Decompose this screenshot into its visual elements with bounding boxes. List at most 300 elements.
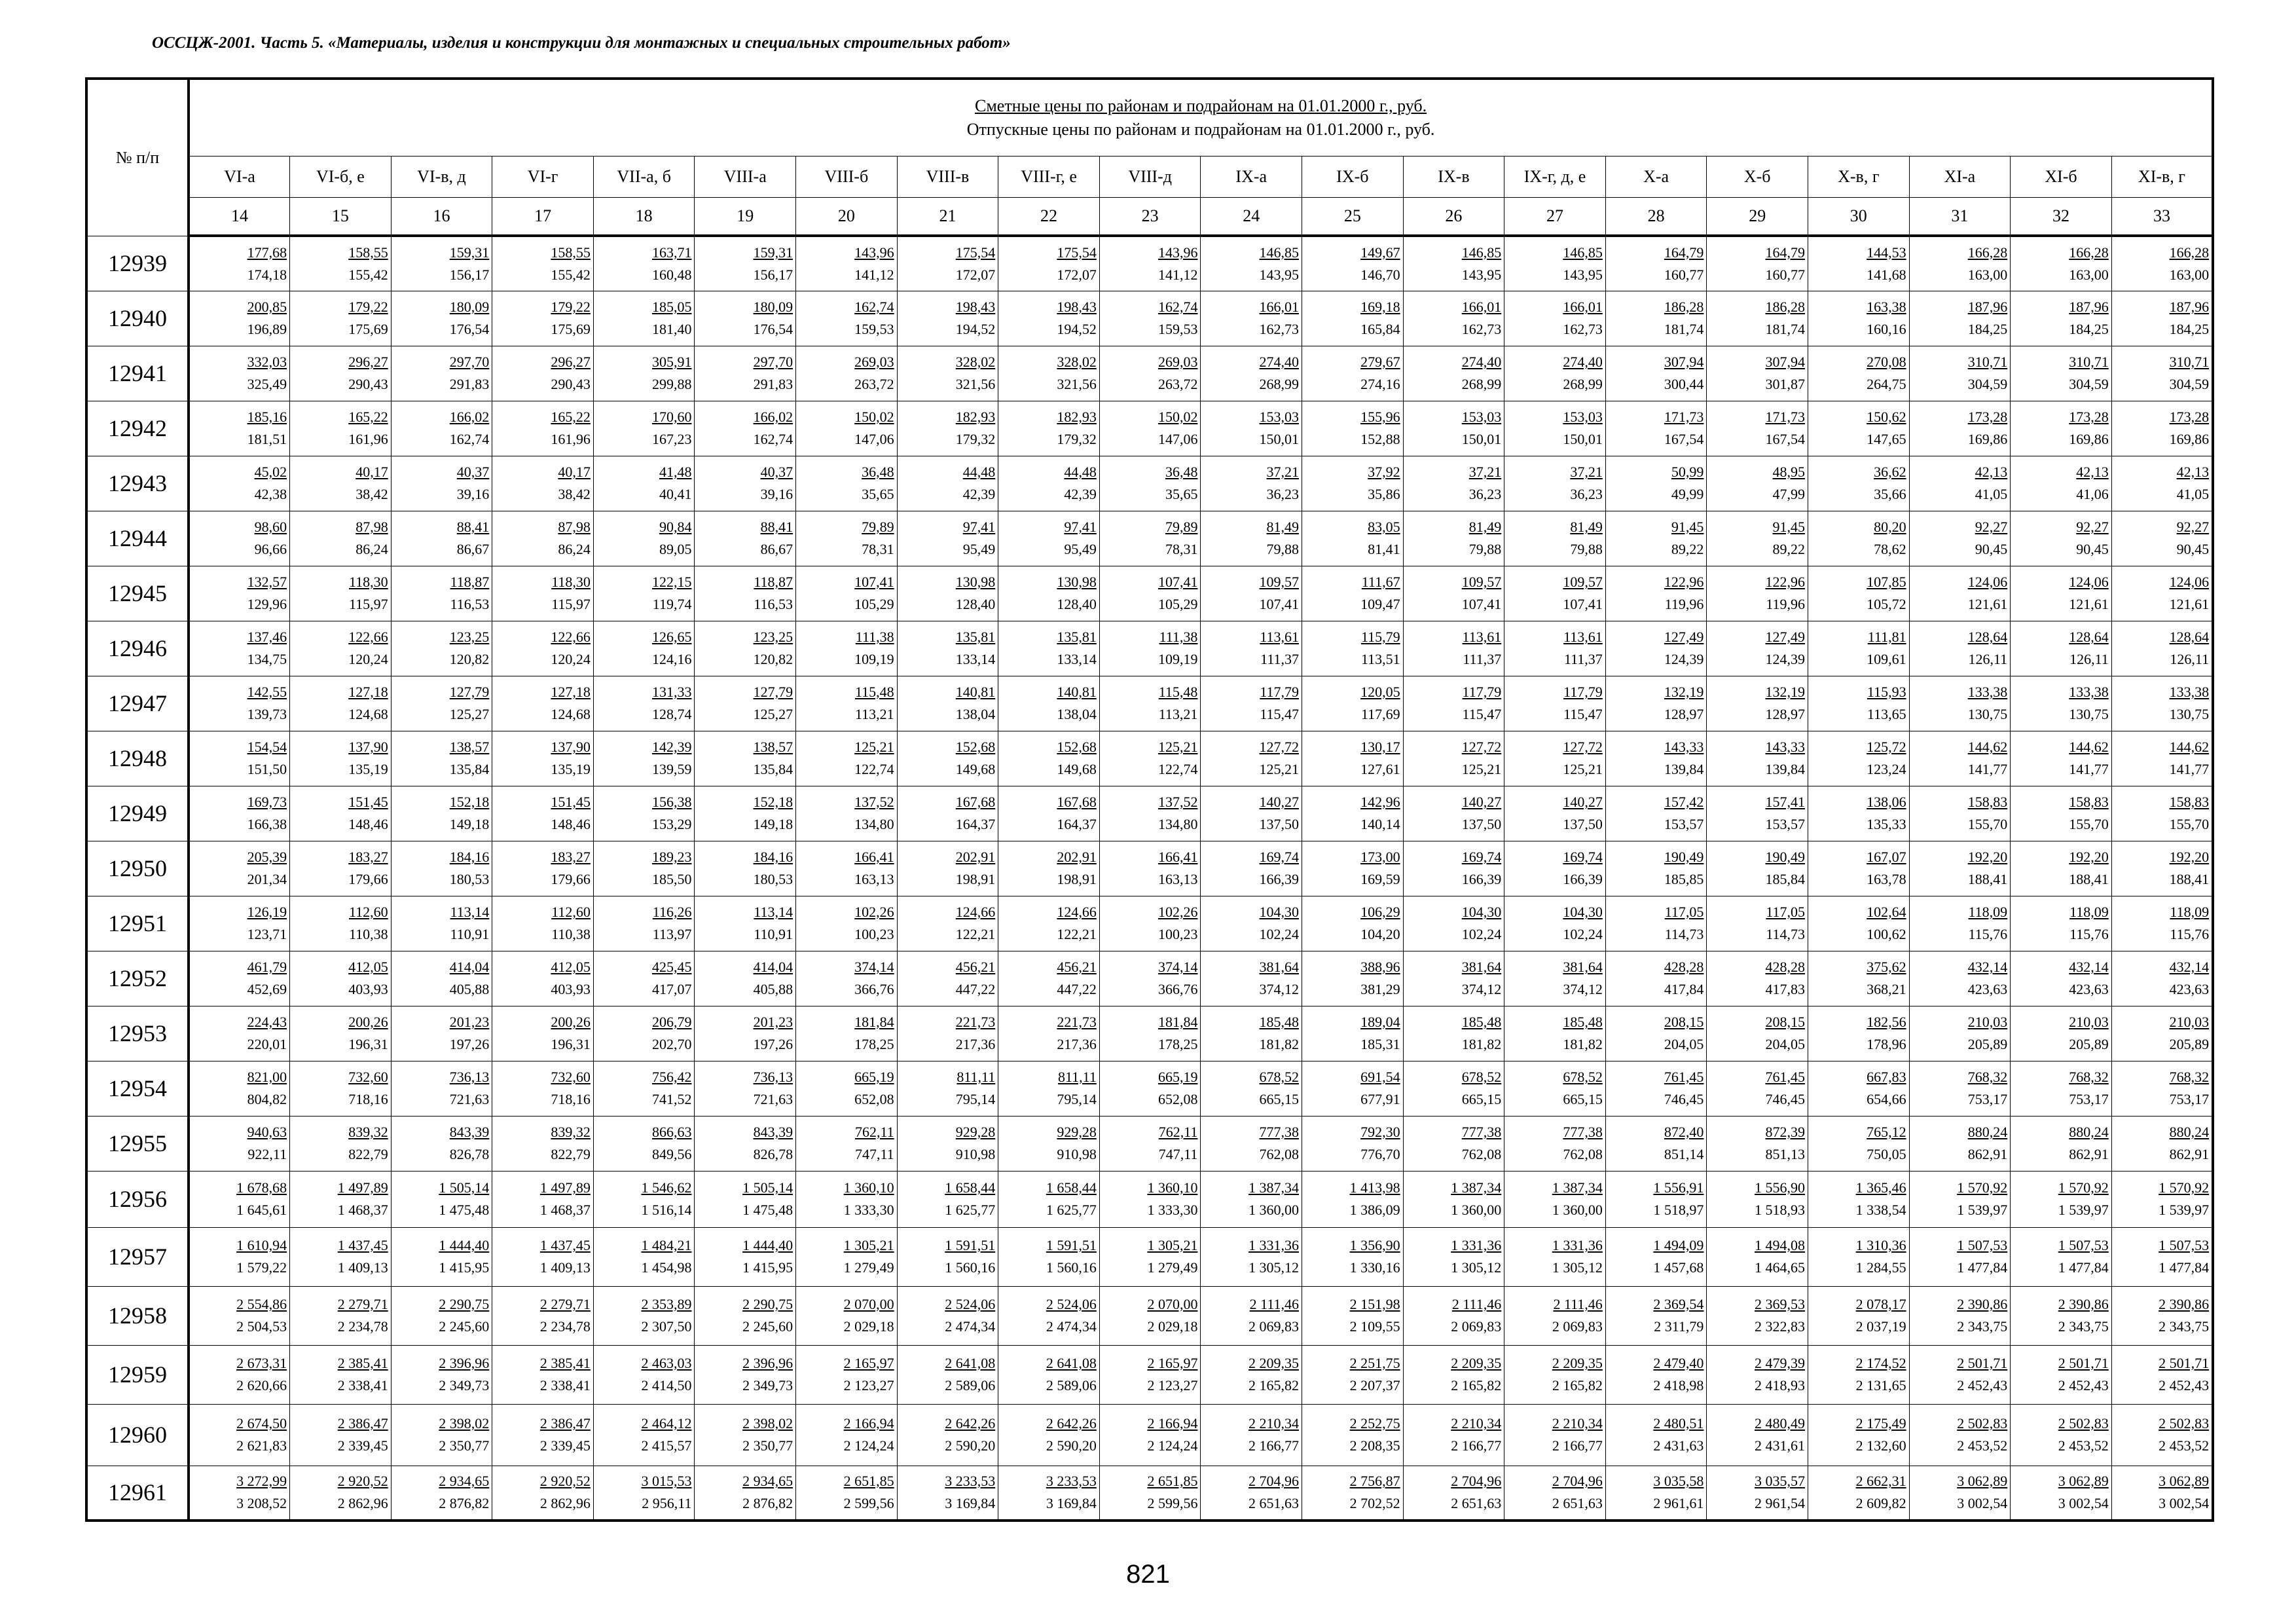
- release-price: 2 590,20: [945, 1437, 996, 1454]
- estimated-price: 104,30: [1461, 904, 1502, 920]
- price-cell: [1808, 346, 1910, 401]
- estimated-price: 171,73: [1664, 409, 1704, 425]
- price-cell: [2111, 1006, 2213, 1061]
- table-row: [86, 731, 2213, 786]
- price-cell: [897, 1404, 998, 1466]
- release-price: 1 305,12: [1248, 1259, 1300, 1276]
- estimated-price: 37,21: [1570, 464, 1603, 480]
- price-cell: [2111, 951, 2213, 1006]
- release-price: 747,11: [854, 1146, 894, 1162]
- estimated-price: 166,01: [1563, 299, 1603, 315]
- price-cell: [391, 1006, 492, 1061]
- release-price: 2 504,53: [236, 1318, 287, 1335]
- table-row: [86, 786, 2213, 841]
- release-price: 176,54: [449, 321, 490, 337]
- price-cell: [1605, 401, 1707, 456]
- estimated-price: 109,57: [1259, 574, 1300, 590]
- price-cell: [695, 731, 796, 786]
- estimated-price: 102,64: [1867, 904, 1906, 920]
- release-price: 149,68: [1057, 761, 1097, 777]
- release-price: 111,37: [1463, 651, 1502, 667]
- estimated-price: 151,45: [348, 794, 388, 810]
- release-price: 198,91: [1057, 871, 1097, 887]
- release-price: 125,21: [1461, 761, 1502, 777]
- price-cell: [1504, 456, 1606, 511]
- release-price: 1 409,13: [337, 1259, 388, 1276]
- price-cell: [391, 291, 492, 346]
- estimated-price: 2 464,12: [641, 1415, 692, 1431]
- estimated-price: 269,03: [1157, 354, 1198, 370]
- price-table: [85, 77, 2214, 1522]
- release-price: 109,61: [1867, 651, 1906, 667]
- release-price: 163,00: [2169, 266, 2210, 283]
- release-price: 1 360,00: [1552, 1202, 1603, 1218]
- price-cell: [796, 1061, 898, 1116]
- release-price: 39,16: [456, 486, 490, 502]
- estimated-price: 2 501,71: [2159, 1355, 2210, 1371]
- item-code: 12957: [86, 1227, 189, 1286]
- price-cell: [1099, 236, 1201, 291]
- price-cell: [1403, 1404, 1504, 1466]
- estimated-price: 762,11: [854, 1124, 894, 1140]
- release-price: 184,25: [2169, 321, 2210, 337]
- release-price: 149,68: [955, 761, 996, 777]
- price-cell: [796, 236, 898, 291]
- estimated-price: 210,03: [2069, 1014, 2109, 1030]
- estimated-price: 175,54: [955, 244, 996, 261]
- estimated-price: 181,84: [1157, 1014, 1198, 1030]
- release-price: 78,31: [862, 541, 894, 557]
- release-price: 447,22: [955, 981, 996, 997]
- region-header: VIII-г, е: [998, 157, 1100, 198]
- release-price: 417,83: [1765, 981, 1805, 997]
- release-price: 127,61: [1360, 761, 1400, 777]
- estimated-price: 122,15: [651, 574, 692, 590]
- release-price: 2 132,60: [1855, 1437, 1906, 1454]
- price-cell: [1403, 1061, 1504, 1116]
- estimated-price: 843,39: [753, 1124, 793, 1140]
- price-cell: [2111, 566, 2213, 621]
- release-price: 762,08: [1259, 1146, 1300, 1162]
- release-price: 1 330,16: [1349, 1259, 1400, 1276]
- price-cell: [391, 731, 492, 786]
- estimated-price: 185,16: [247, 409, 287, 425]
- estimated-price: 2 524,06: [945, 1296, 996, 1312]
- release-price: 1 305,12: [1552, 1259, 1603, 1276]
- column-number: 26: [1403, 198, 1504, 236]
- price-cell: [1707, 1116, 1808, 1171]
- release-price: 122,21: [1057, 926, 1097, 942]
- price-cell: [2011, 621, 2112, 676]
- price-cell: [998, 1227, 1100, 1286]
- price-cell: [1302, 676, 1404, 731]
- price-cell: [1808, 236, 1910, 291]
- estimated-price: 2 501,71: [2058, 1355, 2109, 1371]
- release-price: 851,13: [1765, 1146, 1805, 1162]
- price-cell: [1504, 401, 1606, 456]
- release-price: 100,62: [1867, 926, 1906, 942]
- running-title: ОССЦЖ-2001. Часть 5. «Материалы, изделия и конструкции для монтажных и специальных строительных работ»: [152, 34, 1011, 52]
- release-price: 2 956,11: [642, 1495, 692, 1512]
- estimated-price: 118,87: [450, 574, 490, 590]
- release-price: 264,75: [1867, 376, 1906, 392]
- price-cell: [1605, 456, 1707, 511]
- price-cell: [1504, 346, 1606, 401]
- estimated-price: 2 369,54: [1653, 1296, 1704, 1312]
- price-cell: [897, 236, 998, 291]
- release-price: 2 350,77: [742, 1437, 793, 1454]
- release-price: 169,86: [2169, 431, 2210, 447]
- price-cell: [593, 896, 695, 951]
- price-cell: [391, 566, 492, 621]
- release-price: 381,29: [1360, 981, 1400, 997]
- estimated-price: 839,32: [551, 1124, 591, 1140]
- estimated-price: 131,33: [651, 684, 692, 700]
- price-cell: [695, 291, 796, 346]
- price-cell: [998, 1404, 1100, 1466]
- price-cell: [1909, 1061, 2011, 1116]
- release-price: 2 207,37: [1349, 1377, 1400, 1393]
- estimated-price: 138,06: [1867, 794, 1906, 810]
- estimated-price: 153,03: [1259, 409, 1300, 425]
- price-cell: [1605, 1286, 1707, 1345]
- release-price: 1 409,13: [539, 1259, 591, 1276]
- estimated-price: 2 151,98: [1349, 1296, 1400, 1312]
- price-cell: [1302, 1466, 1404, 1521]
- release-price: 110,38: [349, 926, 388, 942]
- estimated-price: 41,48: [659, 464, 692, 480]
- estimated-price: 118,30: [349, 574, 388, 590]
- estimated-price: 107,41: [854, 574, 894, 590]
- estimated-price: 2 642,26: [1046, 1415, 1097, 1431]
- price-cell: [1707, 401, 1808, 456]
- release-price: 2 234,78: [337, 1318, 388, 1335]
- release-price: 107,41: [1259, 596, 1300, 612]
- price-cell: [2111, 236, 2213, 291]
- release-price: 2 311,79: [1654, 1318, 1704, 1335]
- estimated-price: 2 070,00: [1147, 1296, 1198, 1312]
- price-cell: [796, 1286, 898, 1345]
- price-cell: [1707, 786, 1808, 841]
- release-price: 130,75: [2169, 706, 2210, 722]
- price-cell: [796, 841, 898, 896]
- price-cell: [1099, 1345, 1201, 1404]
- estimated-price: 87,98: [558, 519, 591, 535]
- release-price: 155,70: [2169, 816, 2210, 832]
- release-price: 134,80: [854, 816, 894, 832]
- release-price: 38,42: [355, 486, 388, 502]
- release-price: 268,99: [1259, 376, 1300, 392]
- estimated-price: 189,23: [651, 849, 692, 865]
- price-cell: [189, 896, 290, 951]
- release-price: 150,01: [1259, 431, 1300, 447]
- release-price: 217,36: [955, 1036, 996, 1052]
- estimated-price: 2 279,71: [337, 1296, 388, 1312]
- release-price: 122,74: [1157, 761, 1198, 777]
- estimated-price: 3 035,57: [1755, 1473, 1805, 1490]
- price-cell: [1403, 291, 1504, 346]
- estimated-price: 137,90: [551, 739, 591, 755]
- price-cell: [1707, 841, 1808, 896]
- price-cell: [391, 1466, 492, 1521]
- release-price: 1 475,48: [742, 1202, 793, 1218]
- release-price: 2 343,75: [1957, 1318, 2008, 1335]
- price-cell: [189, 1345, 290, 1404]
- item-code: 12956: [86, 1171, 189, 1227]
- price-cell: [189, 621, 290, 676]
- estimated-price: 843,39: [449, 1124, 490, 1140]
- release-price: 143,95: [1563, 266, 1603, 283]
- column-number-row: [86, 198, 2213, 236]
- price-cell: [1403, 841, 1504, 896]
- release-price: 110,38: [551, 926, 591, 942]
- price-cell: [593, 511, 695, 566]
- release-price: 204,05: [1765, 1036, 1805, 1052]
- table-row: [86, 1227, 2213, 1286]
- item-code: 12950: [86, 841, 189, 896]
- price-cell: [290, 1116, 392, 1171]
- price-cell: [1605, 1116, 1707, 1171]
- release-price: 2 589,06: [1046, 1377, 1097, 1393]
- estimated-price: 1 505,14: [742, 1179, 793, 1196]
- estimated-price: 2 651,85: [1147, 1473, 1198, 1490]
- release-price: 2 651,63: [1248, 1495, 1300, 1512]
- price-cell: [998, 1061, 1100, 1116]
- estimated-price: 205,39: [247, 849, 287, 865]
- estimated-price: 169,74: [1259, 849, 1300, 865]
- release-price: 125,27: [449, 706, 490, 722]
- column-number: 22: [998, 198, 1100, 236]
- estimated-price: 135,81: [955, 629, 996, 645]
- release-price: 139,59: [651, 761, 692, 777]
- release-price: 2 452,43: [2159, 1377, 2210, 1393]
- estimated-price: 137,52: [854, 794, 894, 810]
- release-price: 117,69: [1360, 706, 1400, 722]
- price-cell: [998, 1116, 1100, 1171]
- price-cell: [695, 1404, 796, 1466]
- price-cell: [1504, 676, 1606, 731]
- release-price: 300,44: [1664, 376, 1704, 392]
- release-price: 79,88: [1570, 541, 1603, 557]
- price-cell: [695, 951, 796, 1006]
- estimated-price: 133,38: [1967, 684, 2008, 700]
- price-cell: [2111, 1404, 2213, 1466]
- release-price: 447,22: [1057, 981, 1097, 997]
- price-cell: [897, 566, 998, 621]
- estimated-price: 224,43: [247, 1014, 287, 1030]
- release-price: 110,91: [450, 926, 490, 942]
- release-price: 196,31: [551, 1036, 591, 1052]
- estimated-price: 184,16: [753, 849, 793, 865]
- row-number-header: № п/п: [86, 79, 189, 236]
- item-code: 12941: [86, 346, 189, 401]
- estimated-price: 117,79: [1462, 684, 1502, 700]
- item-code: 12960: [86, 1404, 189, 1466]
- release-price: 159,53: [854, 321, 894, 337]
- price-cell: [1201, 1227, 1302, 1286]
- estimated-price: 2 554,86: [236, 1296, 287, 1312]
- price-cell: [1909, 236, 2011, 291]
- price-cell: [391, 401, 492, 456]
- release-price: 3 169,84: [1046, 1495, 1097, 1512]
- release-price: 180,53: [753, 871, 793, 887]
- release-price: 1 625,77: [1046, 1202, 1097, 1218]
- release-price: 1 468,37: [337, 1202, 388, 1218]
- release-price: 181,74: [1765, 321, 1805, 337]
- release-price: 86,67: [456, 541, 490, 557]
- price-cell: [2011, 456, 2112, 511]
- price-cell: [189, 1286, 290, 1345]
- price-cell: [1302, 346, 1404, 401]
- region-header: IX-в: [1403, 157, 1504, 198]
- item-code: 12959: [86, 1345, 189, 1404]
- estimated-price: 150,02: [854, 409, 894, 425]
- estimated-price: 169,73: [247, 794, 287, 810]
- price-cell: [1403, 786, 1504, 841]
- price-cell: [1909, 731, 2011, 786]
- estimated-price: 872,39: [1765, 1124, 1805, 1140]
- estimated-price: 45,02: [254, 464, 287, 480]
- price-cell: [998, 1006, 1100, 1061]
- price-cell: [1099, 786, 1201, 841]
- estimated-price: 138,57: [449, 739, 490, 755]
- release-price: 163,00: [1967, 266, 2008, 283]
- release-price: 179,66: [551, 871, 591, 887]
- estimated-price: 432,14: [2069, 959, 2109, 975]
- release-price: 2 343,75: [2159, 1318, 2210, 1335]
- estimated-price: 146,85: [1259, 244, 1300, 261]
- estimated-price: 142,96: [1360, 794, 1400, 810]
- price-cell: [593, 1006, 695, 1061]
- estimated-price: 44,48: [962, 464, 996, 480]
- release-price: 167,54: [1765, 431, 1805, 447]
- column-number: 18: [593, 198, 695, 236]
- release-price: 120,24: [348, 651, 388, 667]
- price-cell: [2111, 621, 2213, 676]
- estimated-price: 123,25: [449, 629, 490, 645]
- release-price: 40,41: [659, 486, 692, 502]
- estimated-price: 2 502,83: [2058, 1415, 2109, 1431]
- estimated-price: 192,20: [1967, 849, 2008, 865]
- release-price: 185,84: [1765, 871, 1805, 887]
- release-price: 290,43: [348, 376, 388, 392]
- price-cell: [2111, 456, 2213, 511]
- release-price: 160,48: [651, 266, 692, 283]
- estimated-price: 274,40: [1563, 354, 1603, 370]
- release-price: 3 169,84: [945, 1495, 996, 1512]
- price-cell: [897, 621, 998, 676]
- price-cell: [492, 1006, 594, 1061]
- price-cell: [1504, 1171, 1606, 1227]
- price-cell: [1707, 566, 1808, 621]
- price-cell: [2011, 1286, 2112, 1345]
- estimated-price: 92,27: [1975, 519, 2008, 535]
- estimated-price: 146,85: [1563, 244, 1603, 261]
- page-number: 821: [1126, 1560, 1170, 1589]
- estimated-price: 221,73: [955, 1014, 996, 1030]
- release-price: 119,74: [652, 596, 692, 612]
- release-price: 374,12: [1563, 981, 1603, 997]
- price-cell: [1808, 1345, 1910, 1404]
- estimated-price: 425,45: [651, 959, 692, 975]
- estimated-price: 1 444,40: [439, 1237, 490, 1253]
- price-cell: [796, 566, 898, 621]
- price-cell: [1808, 1404, 1910, 1466]
- price-cell: [1707, 676, 1808, 731]
- estimated-price: 201,23: [753, 1014, 793, 1030]
- price-cell: [593, 676, 695, 731]
- price-cell: [1808, 1466, 1910, 1521]
- price-cell: [1808, 621, 1910, 676]
- price-cell: [1707, 1171, 1808, 1227]
- release-price: 141,12: [1157, 266, 1198, 283]
- column-number: 23: [1099, 198, 1201, 236]
- region-header: X-б: [1707, 157, 1808, 198]
- price-cell: [2011, 1116, 2112, 1171]
- estimated-price: 128,64: [1967, 629, 2008, 645]
- price-cell: [998, 1345, 1100, 1404]
- estimated-price: 665,19: [1157, 1069, 1198, 1085]
- estimated-price: 762,11: [1158, 1124, 1198, 1140]
- estimated-price: 158,55: [348, 244, 388, 261]
- price-cell: [1201, 951, 1302, 1006]
- estimated-price: 91,45: [1671, 519, 1704, 535]
- release-price: 2 651,63: [1552, 1495, 1603, 1512]
- price-cell: [1707, 291, 1808, 346]
- release-price: 2 621,83: [236, 1437, 287, 1454]
- release-price: 2 338,41: [337, 1377, 388, 1393]
- table-row: [86, 1345, 2213, 1404]
- estimated-price: 3 233,53: [945, 1473, 996, 1490]
- price-cell: [593, 1466, 695, 1521]
- estimated-price: 2 166,94: [1147, 1415, 1198, 1431]
- estimated-price: 2 920,52: [539, 1473, 591, 1490]
- estimated-price: 169,18: [1360, 299, 1400, 315]
- estimated-price: 2 210,34: [1451, 1415, 1502, 1431]
- release-price: 96,66: [254, 541, 287, 557]
- release-price: 304,59: [1967, 376, 2008, 392]
- release-price: 122,21: [955, 926, 996, 942]
- estimated-price: 332,03: [247, 354, 287, 370]
- release-price: 2 245,60: [742, 1318, 793, 1335]
- estimated-price: 162,74: [1157, 299, 1198, 315]
- estimated-price: 164,79: [1765, 244, 1805, 261]
- price-cell: [1504, 566, 1606, 621]
- release-price: 2 245,60: [439, 1318, 490, 1335]
- estimated-price: 1 570,92: [2159, 1179, 2210, 1196]
- release-price: 2 876,82: [742, 1495, 793, 1512]
- estimated-price: 2 524,06: [1046, 1296, 1097, 1312]
- price-cell: [1201, 676, 1302, 731]
- release-price: 36,23: [1570, 486, 1603, 502]
- release-price: 35,66: [1874, 486, 1906, 502]
- release-price: 121,61: [2169, 596, 2210, 612]
- estimated-price: 1 494,09: [1653, 1237, 1704, 1253]
- estimated-price: 107,41: [1157, 574, 1198, 590]
- price-cell: [897, 896, 998, 951]
- estimated-price: 169,74: [1563, 849, 1603, 865]
- estimated-price: 158,83: [2069, 794, 2109, 810]
- release-price: 2 474,34: [945, 1318, 996, 1335]
- estimated-price: 115,48: [854, 684, 894, 700]
- release-price: 135,84: [449, 761, 490, 777]
- price-cell: [1403, 236, 1504, 291]
- release-price: 155,70: [2069, 816, 2109, 832]
- price-cell: [492, 1345, 594, 1404]
- estimated-price: 461,79: [247, 959, 287, 975]
- estimated-price: 432,14: [1967, 959, 2008, 975]
- estimated-price: 279,67: [1360, 354, 1400, 370]
